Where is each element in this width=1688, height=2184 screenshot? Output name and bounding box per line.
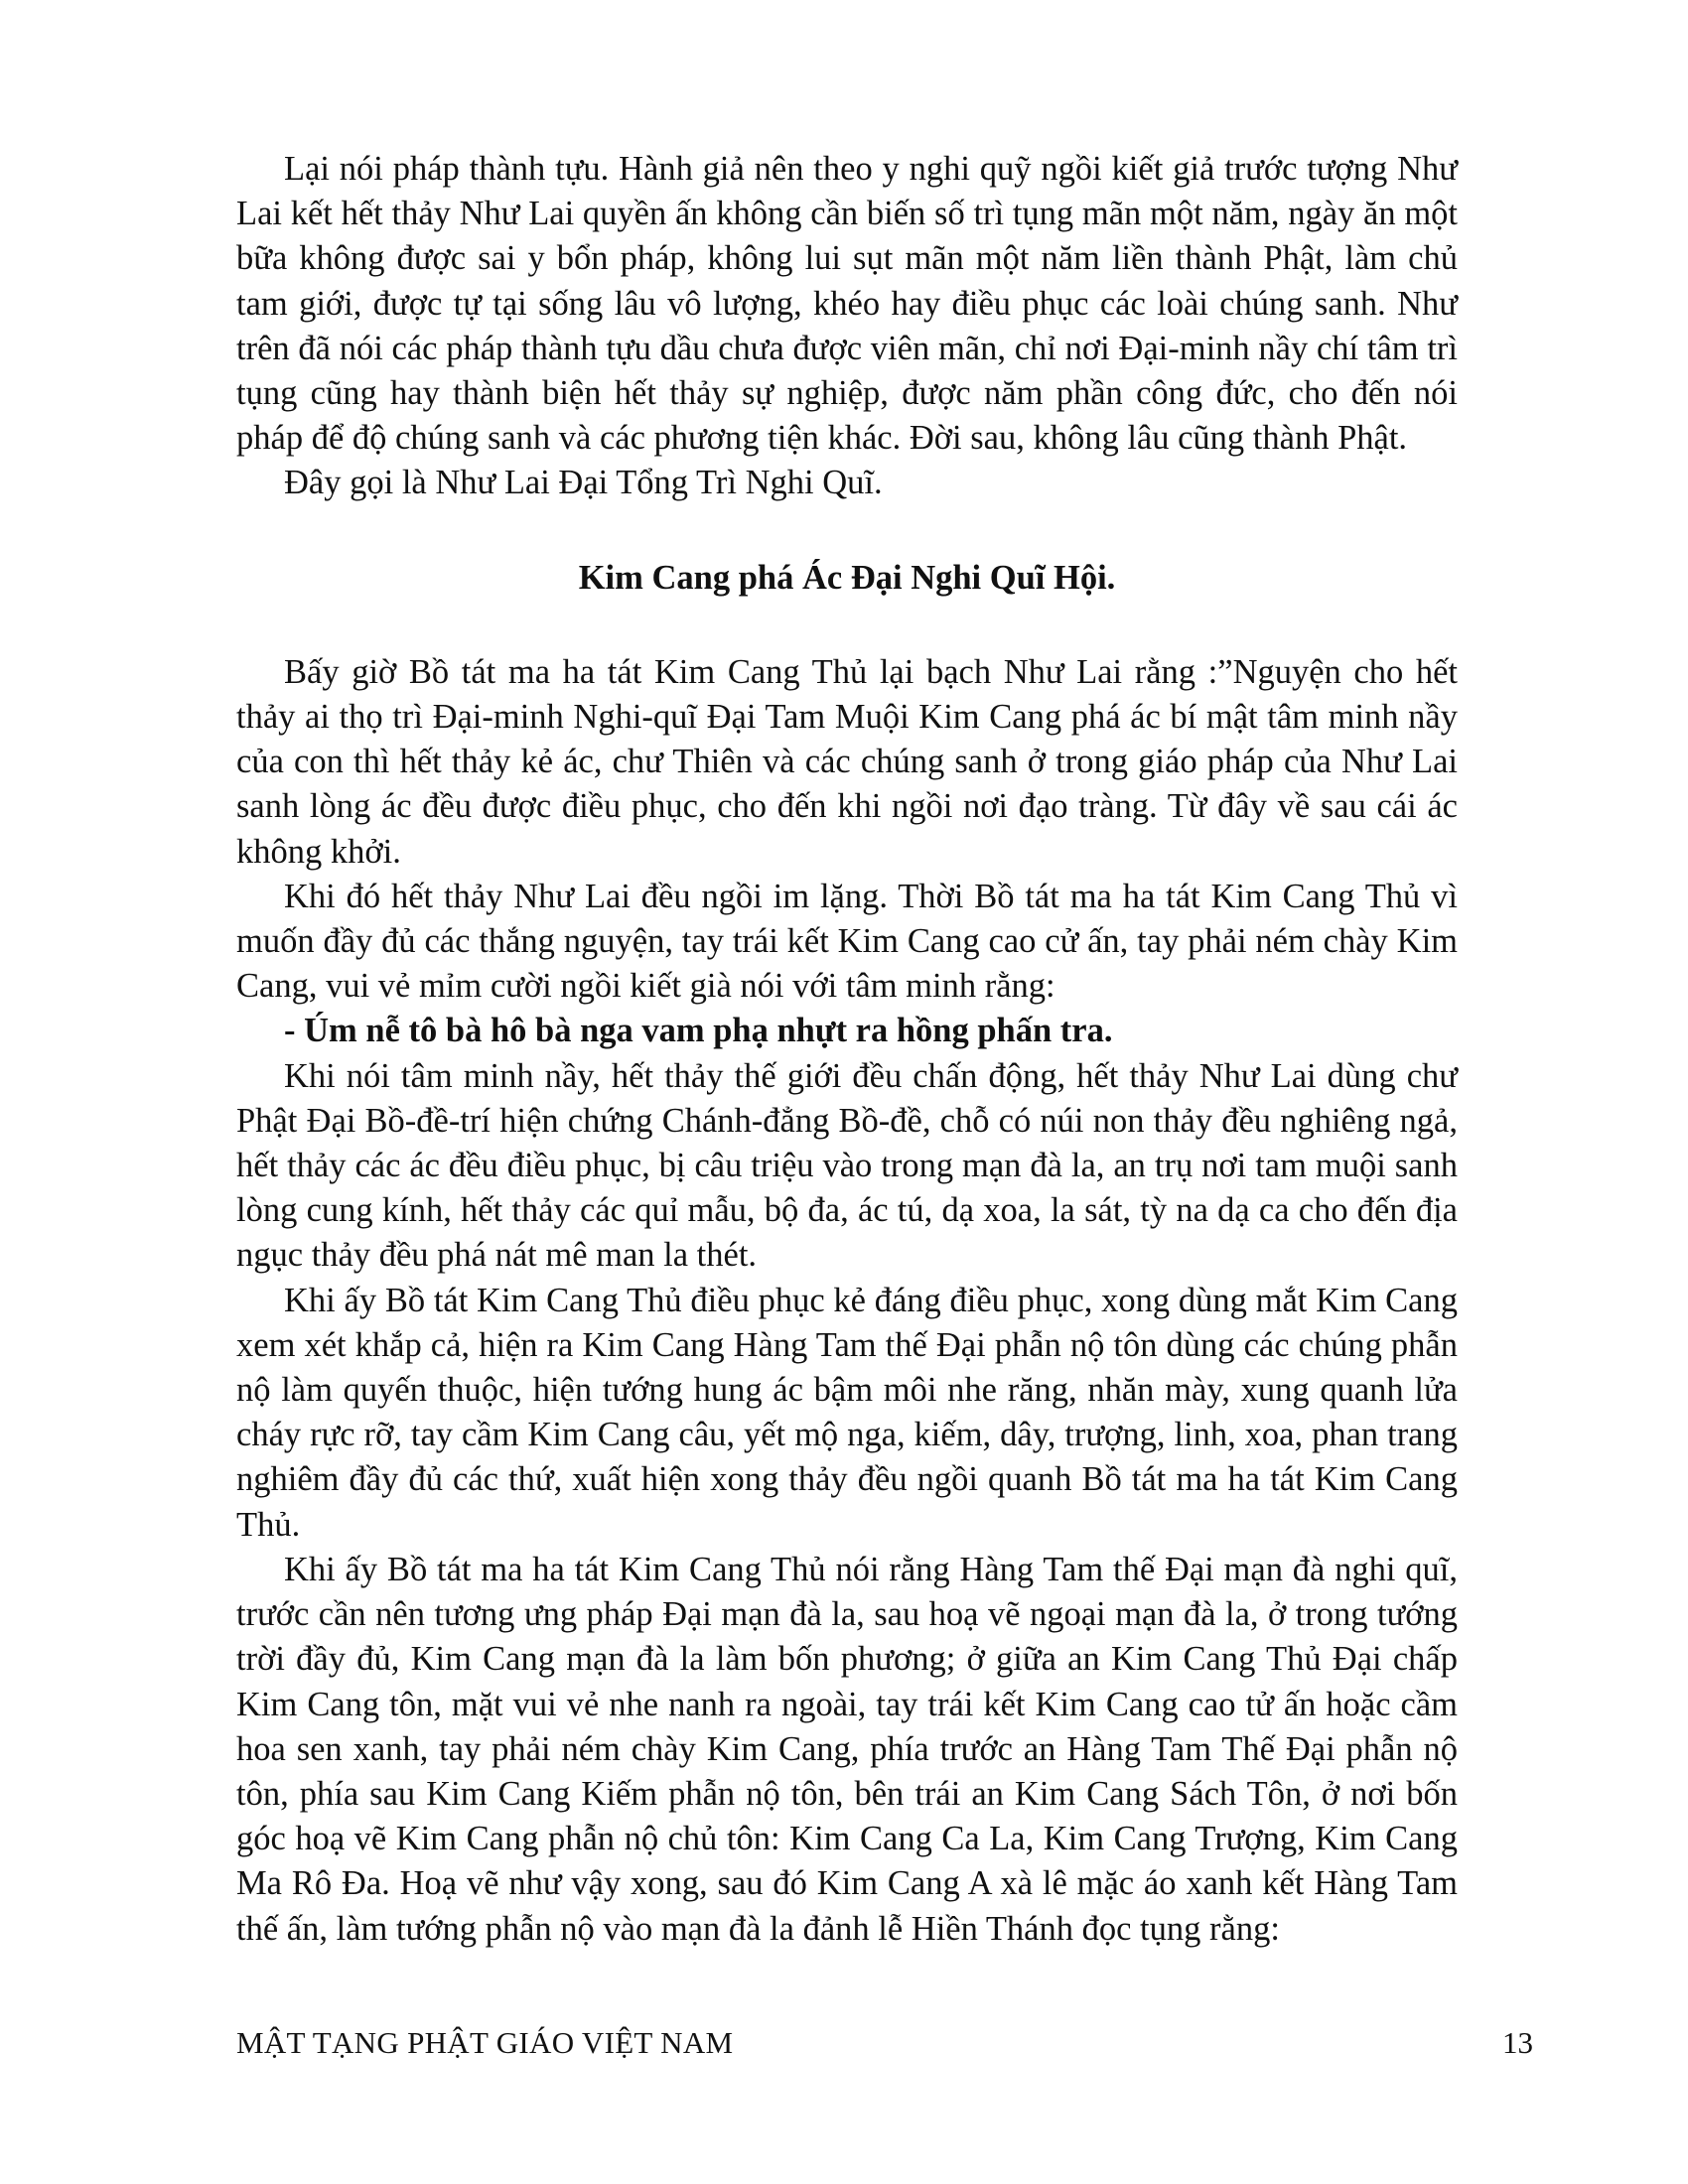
paragraph-earthquake: Khi nói tâm minh nầy, hết thảy thế giới đều chấn động, hết thảy Như Lai dùng chư Phật Đại Bồ-đề-trí hiện chứng Chánh-đẳng Bồ-đề, chỗ có núi non thảy đều nghiêng ngả, hết thảy các ác đều điều phục, bị câu triệu vào trong mạn đà la, an trụ nơi tam muội sanh lòng cung kính, hết thảy các quỉ mẫu, bộ đa, ác tú, dạ xoa, la sát, tỳ na dạ ca cho đến địa ngục thảy đều phá nát mê man la thét. — [236, 1056, 1458, 1275]
page-number: 13 — [1502, 2025, 1533, 2060]
section-heading: Kim Cang phá Ác Đại Nghi Quĩ Hội. — [578, 558, 1116, 597]
footer-book-title: MẬT TẠNG PHẬT GIÁO VIỆT NAM — [236, 2025, 734, 2060]
page-footer — [236, 2023, 1533, 2063]
paragraph-wrathful-deity: Khi ấy Bồ tát Kim Cang Thủ điều phục kẻ đáng điều phục, xong dùng mắt Kim Cang xem xét khắp cả, hiện ra Kim Cang Hàng Tam thế Đại phẫn nộ tôn dùng các chúng phẫn nộ làm quyến thuộc, hiện tướng hung ác bậm môi nhe răng, nhăn mày, xung quanh lửa cháy rực rỡ, tay cầm Kim Cang câu, yết mộ nga, kiếm, dây, trượng, linh, xoa, phan trang nghiêm đầy đủ các thứ, xuất hiện xong thảy đều ngồi quanh Bồ tát ma ha tát Kim Cang Thủ. — [236, 1281, 1458, 1544]
paragraph-accomplishment: Lại nói pháp thành tựu. Hành giả nên theo y nghi quỹ ngồi kiết giả trước tượng Như Lai kết hết thảy Như Lai quyền ấn không cần biến số trì tụng mãn một năm, ngày ăn một bữa không được sai y bổn pháp, không lui sụt mãn một năm liền thành Phật, làm chủ tam giới, được tự tại sống lâu vô lượng, khéo hay điều phục các loài chúng sanh. Như trên đã nói các pháp thành tựu dầu chưa được viên mãn, chỉ nơi Đại-minh nầy chí tâm trì tụng cũng hay thành biện hết thảy sự nghiệp, được năm phần công đức, cho đến nói pháp để độ chúng sanh và các phương tiện khác. Đời sau, không lâu cũng thành Phật. — [236, 150, 1458, 458]
paragraph-mandala: Khi ấy Bồ tát ma ha tát Kim Cang Thủ nói rằng Hàng Tam thế Đại mạn đà nghi quĩ, trước cần nên tương ưng pháp Đại mạn đà la, sau hoạ vẽ ngoại mạn đà la, ở trong tướng trời đầy đủ, Kim Cang mạn đà la làm bốn phương; ở giữa an Kim Cang Thủ Đại chấp Kim Cang tôn, mặt vui vẻ nhe nanh ra ngoài, tay trái kết Kim Cang cao tử ấn hoặc cầm hoa sen xanh, tay phải ném chày Kim Cang, phía trước an Hàng Tam Thế Đại phẫn nộ tôn, phía sau Kim Cang Kiếm phẫn nộ tôn, bên trái an Kim Cang Sách Tôn, ở nơi bốn góc hoạ vẽ Kim Cang phẫn nộ chủ tôn: Kim Cang Ca La, Kim Cang Trượng, Kim Cang Ma Rô Đa. Hoạ vẽ như vậy xong, sau đó Kim Cang A xà lê mặc áo xanh kết Hàng Tam thế ấn, làm tướng phẫn nộ vào mạn đà la đảnh lễ Hiền Thánh đọc tụng rằng: — [236, 1550, 1458, 1948]
paragraph-silence: Khi đó hết thảy Như Lai đều ngồi im lặng. Thời Bồ tát ma ha tát Kim Cang Thủ vì muốn đầy đủ các thắng nguyện, tay trái kết Kim Cang cao cử ấn, tay phải ném chày Kim Cang, vui vẻ mỉm cười ngồi kiết già nói với tâm minh rằng: — [236, 877, 1458, 1006]
paragraph-vow: Bấy giờ Bồ tát ma ha tát Kim Cang Thủ lại bạch Như Lai rằng :”Nguyện cho hết thảy ai thọ trì Đại-minh Nghi-quĩ Đại Tam Muội Kim Cang phá ác bí mật tâm minh nầy của con thì hết thảy kẻ ác, chư Thiên và các chúng sanh ở trong giáo pháp của Như Lai sanh lòng ác đều được điều phục, cho đến khi ngồi nơi đạo tràng. Từ đây về sau cái ác không khởi. — [236, 652, 1458, 871]
mantra-line: - Úm nễ tô bà hô bà nga vam phạ nhựt ra hồng phấn tra. — [284, 1012, 1113, 1050]
paragraph-closing-line: Đây gọi là Như Lai Đại Tổng Trì Nghi Quĩ. — [284, 464, 883, 502]
page-body — [236, 147, 1458, 1952]
